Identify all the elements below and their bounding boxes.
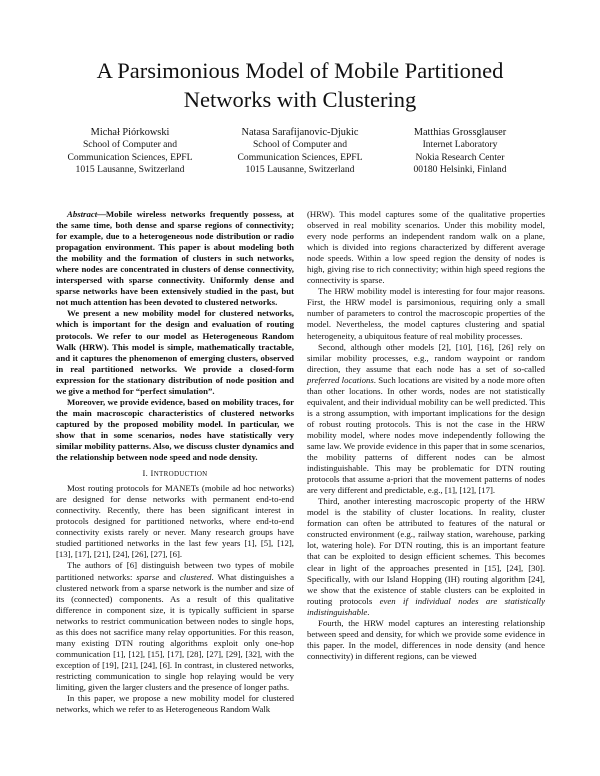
- author-affiliation: 00180 Helsinki, Finland: [413, 163, 507, 175]
- emphasis-text: preferred locations: [307, 374, 374, 385]
- author-affiliation: Communication Sciences, EPFL: [237, 151, 363, 163]
- author-affiliation: 1015 Lausanne, Switzerland: [75, 163, 185, 175]
- emphasis-text: sparse: [136, 571, 160, 582]
- body-text: Third, another interesting macroscopic property of the HRW model is the stability of cluster locations. In reality, cluster formation can often be attributed to features of the natural or constructed environment (e.g., railway station, warehouse, parking lot, watering hole). For DTN routing, this is an important feature that can be exploited to design efficient schemes. This becomes clear in light of the approaches presented in [15], [24], [30]. Specifically, with our Island Hopping (IH) routing algorithm [24], we show that the existence of stable clusters can be exploited in routing protocols: [307, 496, 545, 606]
- section-heading-text: NTRODUCTION: [153, 470, 208, 479]
- author-affiliation: Nokia Research Center: [415, 151, 505, 163]
- author-block: [40, 127, 560, 175]
- section-heading: [56, 468, 294, 480]
- abstract-paragraph: [56, 209, 294, 308]
- title-line-1: A Parsimonious Model of Mobile Partitioned: [96, 58, 504, 83]
- author-name: Matthias Grossglauser: [413, 127, 507, 138]
- author-name: Michał Piórkowski: [90, 127, 170, 138]
- body-paragraph: [56, 560, 294, 693]
- author-name: Natasa Sarafijanovic-Djukic: [241, 127, 359, 138]
- emphasis-text: clustered: [179, 571, 212, 582]
- body-paragraph: Fourth, the HRW model captures an interesting relationship between speed and density, for which we provide some evidence in this paper. In the model, differences in node density (and hence connectivity) in different regions, can be viewed: [307, 617, 545, 661]
- body-text: The authors of [6] distinguish between two types of mobile partitioned networks:: [56, 560, 294, 582]
- body-paragraph: The HRW mobility model is interesting for four major reasons. First, the HRW model is parsimonious, requiring only a small number of parameters to control the macroscopic properties of the model. Nevertheless, the model captures clustering and spatial heterogeneity, a ubiquitous feature of real mobility processes.: [307, 286, 545, 341]
- body-text: and: [159, 571, 180, 582]
- body-paragraph: In this paper, we propose a new mobility model for clustered networks, which we refer to as Heterogeneous Random Walk: [56, 693, 294, 715]
- author-affiliation: Internet Laboratory: [422, 139, 498, 151]
- abstract-text: —Mobile wireless networks frequently possess, at the same time, both dense and sparse regions of connectivity; for example, due to a heterogeneous node distribution or radio propagation environment. This paper is about modeling both the mobility and the formation of clusters in such networks, where nodes are concentrated in clusters of dense connectivity, interspersed with sparse connectivity. Uniformly dense and sparse networks have been extensively studied in the past, but not much attention has been devoted to clustered networks.: [56, 209, 294, 308]
- right-column: [307, 209, 545, 662]
- author-3: [370, 127, 550, 176]
- abstract-label: Abstract: [67, 209, 98, 219]
- body-paragraph: [307, 342, 545, 497]
- author-affiliation: Communication Sciences, EPFL: [67, 151, 193, 163]
- body-text: . Such locations are visited by a node more often than other locations. In other words, nodes are not statistically equivalent, and their individual mobility can be well predicted. This is a strong assumption, with important implications for the design of robust routing protocols. This is not the case in the HRW mobility model, where nodes move independently following the same law. We provide evidence in this paper that in some scenarios, the mobility patterns of different nodes can be almost indistinguishable. This may be problematic for DTN routing protocols that assume a-priori that the movement patterns of nodes are very different and predictable, e.g., [1], [12], [17].: [307, 374, 546, 496]
- abstract-paragraph: Moreover, we provide evidence, based on mobility traces, for the main macroscopic characteristics of clustered networks captured by the proposed mobility model. In particular, we show that in some scenarios, nodes have statistically very similar mobility patterns. Also, we discuss cluster dynamics and the relationship between node speed and node density.: [56, 396, 294, 463]
- emphasis-text: even if individual nodes are statistically indistinguishable: [307, 595, 545, 617]
- author-affiliation: School of Computer and: [252, 139, 348, 151]
- body-text: . What distinguishes a clustered network from a sparse network is the number and size of its (connected) components. As a result of this qualitative difference in component size, it is typically sufficient in sparse networks to restrict communication between nodes to single hops, as this does not sacrifice many relay opportunities. For this reason, many existing DTN routing algorithms exploit only one-hop communication [1], [12], [15], [17], [28], [27], [29], [32], with the exception of [19], [21], [24], [6]. In contrast, in clustered networks, restricting communication to single hop relaying would be very limiting, given the larger clusters and the presence of longer paths.: [56, 571, 295, 692]
- body-text: .: [367, 606, 370, 617]
- body-paragraph: Most routing protocols for MANETs (mobile ad hoc networks) are designed for dense networks with permanent end-to-end connectivity. Recently, there has been significant interest in protocols designed for partitioned networks, where end-to-end connectivity exists rarely or never. Many research groups have studied partitioned networks in the last few years [1], [5], [12], [13], [17], [21], [24], [26], [27], [6].: [56, 483, 294, 560]
- author-affiliation: School of Computer and: [82, 139, 178, 151]
- body-paragraph: [307, 496, 545, 618]
- author-affiliation: 1015 Lausanne, Switzerland: [245, 163, 355, 175]
- title-line-2: Networks with Clustering: [183, 87, 417, 112]
- body-paragraph: (HRW). This model captures some of the qualitative properties observed in real mobility scenarios. Under this mobility model, every node performs an independent random walk on a plane, which is divided into regions characterized by different average node speeds. Within a low speed region the density of nodes is high, giving rise to rich connectivity; within high speed regions the connectivity is sparse.: [307, 209, 545, 286]
- body-text: Second, although other models [2], [10], [16], [26] rely on similar mobility processes, e.g., random waypoint or random direction, they assume that each node has a set of so-called: [307, 341, 545, 374]
- author-1: [40, 127, 220, 176]
- author-2: [210, 127, 390, 176]
- paper-title: [40, 56, 560, 114]
- section-heading-number: I. I: [142, 468, 154, 479]
- left-column: [56, 209, 294, 715]
- abstract-paragraph: We present a new mobility model for clustered networks, which is important for the design and evaluation of routing protocols. We refer to our model as Heterogeneous Random Walk (HRW). This model is simple, mathematically tractable, and it captures the phenomenon of emerging clusters, observed in real partitioned networks. We provide a closed-form expression for the stationary distribution of node position and we give a method for “perfect simulation”.: [56, 308, 294, 396]
